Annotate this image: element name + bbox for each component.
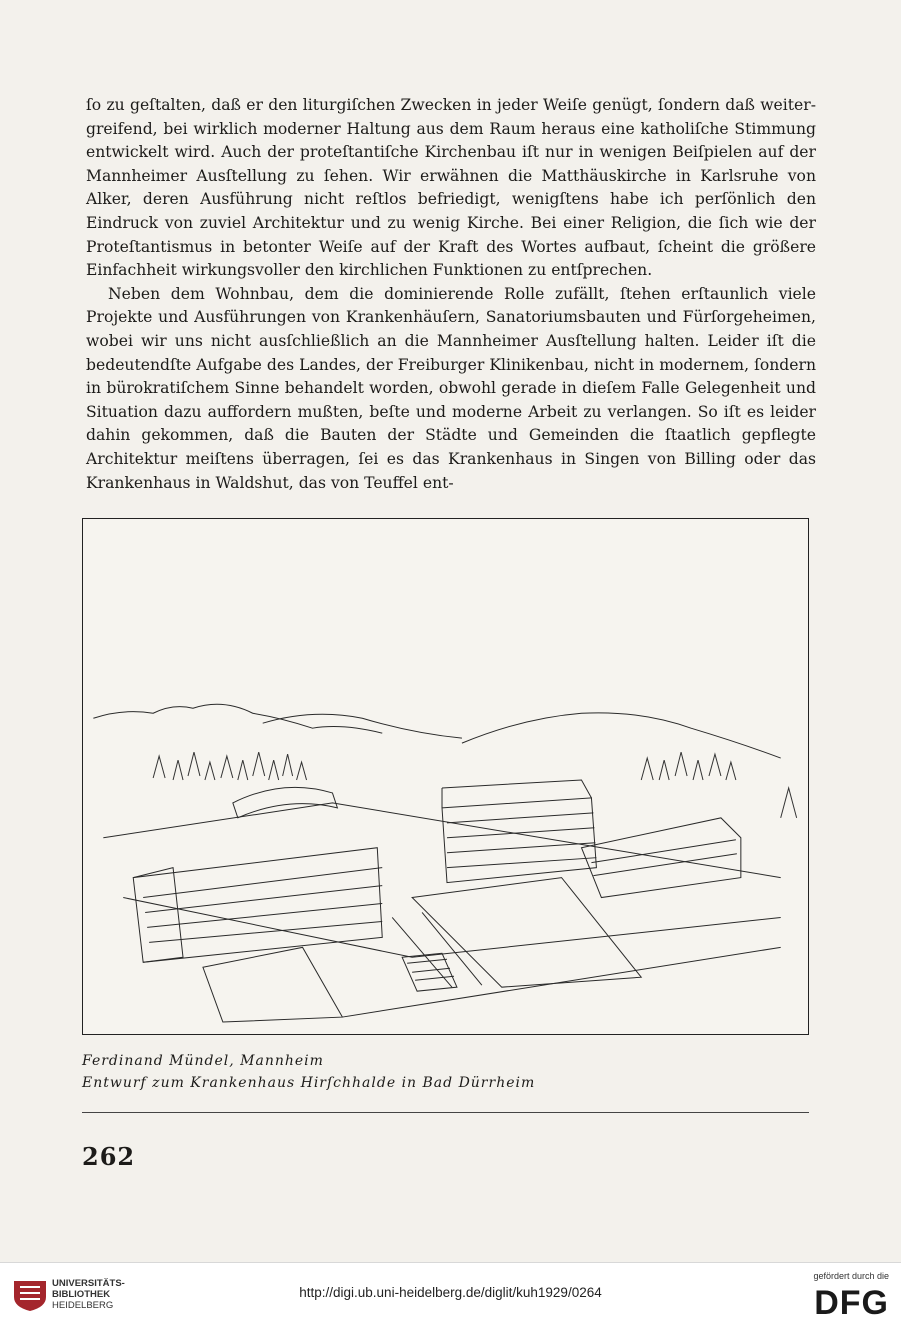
- library-line-3: HEIDELBERG: [52, 1300, 114, 1311]
- page-number: 262: [82, 1142, 136, 1171]
- figure-caption: [82, 1050, 809, 1094]
- dfg-logo: DFG: [814, 1284, 889, 1322]
- caption-title: Entwurf zum Krankenhaus Hirſchhalde in Bad Dürrheim: [82, 1075, 536, 1091]
- caption-rule: [82, 1112, 809, 1113]
- viewer-footer: [0, 1262, 901, 1327]
- funding-note: gefördert durch die: [813, 1271, 889, 1281]
- library-line-2: BIBLIOTHEK: [52, 1289, 111, 1300]
- paragraph-2: Neben dem Wohnbau, dem die dominierende Rolle zufällt, ſtehen erſtaunlich viele Projekte und Ausführungen von Krankenhäuſern, Sanatoriumsbauten und Fürſorgeheimen, wobei wir uns nicht ausſchließlich an die Mannheimer Ausſtellung halten. Leider iſt die bedeutendſte Aufgabe des Landes, der Freiburger Klinikenbau, nicht in modernem, ſondern in bürokratiſchem Sinne behandelt worden, obwohl gerade in dieſem Falle Gelegenheit und Situation dazu auffordern mußten, beſte und moderne Arbeit zu verlangen. So iſt es leider dahin gekommen, daß die Bauten der Städte und Gemeinden die ſtaatlich gepflegte Architektur meiſtens überragen, ſei es das Krankenhaus in Singen von Billing oder das Krankenhaus in Waldshut, das von Teuffel ent-: [86, 284, 816, 492]
- architectural-drawing: [82, 518, 809, 1035]
- permalink-url[interactable]: http://digi.ub.uni-heidelberg.de/diglit/kuh1929/0264: [299, 1285, 602, 1300]
- paragraph-1: ſo zu geſtalten, daß er den liturgiſchen Zwecken in jeder Weiſe genügt, ſondern daß weitergreifend, bei wirklich moderner Haltung aus dem Raum heraus eine katholiſche Stimmung entwickelt wird. Auch der proteſtantiſche Kirchenbau iſt nur in wenigen Beiſpielen auf der Mannheimer Ausſtellung zu ſehen. Wir erwähnen die Matthäuskirche in Karlsruhe von Alker, deren Ausführung nicht reſtlos befriedigt, wenigſtens habe ich perſönlich den Eindruck von zuviel Architektur und zu wenig Kirche. Bei einer Religion, die ſich wie der Proteſtantismus in betonter Weiſe auf der Kraft des Wortes aufbaut, ſcheint die größere Einfachheit wirkungsvoller den kirchlichen Funktionen zu entſprechen.: [86, 96, 816, 280]
- library-line-1: UNIVERSITÄTS-: [52, 1278, 125, 1289]
- body-text: [86, 94, 816, 495]
- hospital-perspective-sketch: [83, 519, 808, 1034]
- caption-author: Ferdinand Mündel, Mannheim: [82, 1053, 324, 1069]
